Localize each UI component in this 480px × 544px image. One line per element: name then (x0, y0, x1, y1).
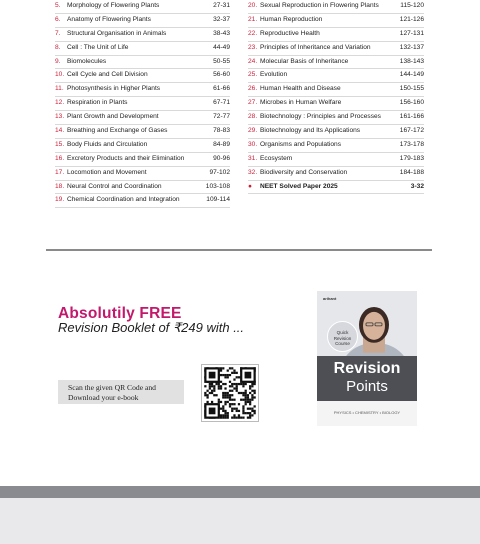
cover-title-revision: Revision (333, 360, 401, 377)
toc-entry (248, 97, 424, 111)
chapter-title: Anatomy of Flowering Plants (67, 15, 151, 23)
page-range: 167-172 (399, 127, 424, 135)
chapter-number: 30. (248, 140, 258, 148)
badge-line-1: Quick (336, 330, 349, 335)
chapter-title: NEET Solved Paper 2025 (260, 182, 338, 190)
page-range: 121-126 (399, 15, 424, 23)
chapter-number: 20. (248, 2, 258, 9)
chapter-number: 22. (248, 29, 258, 37)
chapter-number: 6. (55, 15, 61, 23)
page-range: 72-77 (213, 113, 230, 121)
toc-left-column (55, 0, 230, 208)
page-range: 32-37 (213, 15, 230, 23)
chapter-title: Excretory Products and their Elimination (67, 154, 185, 162)
badge-line-3: Course (335, 341, 350, 346)
chapter-title: Locomotion and Movement (67, 168, 147, 176)
page-range: 132-137 (399, 43, 424, 51)
toc-entry (248, 69, 424, 83)
toc-entry (55, 56, 230, 70)
toc-entry (55, 153, 230, 167)
toc-entry (55, 125, 230, 139)
cover-subjects: PHYSICS • CHEMISTRY • BIOLOGY (333, 410, 401, 415)
chapter-title: Evolution (260, 71, 288, 79)
chapter-title: Biotechnology and Its Applications (260, 127, 361, 135)
page-range: 144-149 (399, 71, 424, 79)
chapter-title: Biomolecules (67, 57, 107, 65)
toc-entry (248, 14, 424, 28)
page-range: 84-89 (213, 140, 230, 148)
chapter-title: Breathing and Exchange of Gases (67, 127, 168, 135)
toc-entry (55, 139, 230, 153)
chapter-number: 14. (55, 127, 65, 135)
chapter-number: 7. (55, 29, 61, 37)
page-range: 3-32 (410, 182, 424, 190)
page-range: 38-43 (213, 29, 230, 37)
revision-booklet-cover (317, 291, 417, 426)
toc-entry (55, 194, 230, 208)
chapter-number: 29. (248, 127, 258, 135)
toc-entry (248, 111, 424, 125)
chapter-number: 5. (55, 2, 61, 9)
chapter-title: Sexual Reproduction in Flowering Plants (260, 2, 379, 9)
page-range: 67-71 (213, 99, 230, 107)
toc-entry (55, 83, 230, 97)
chapter-number: 24. (248, 57, 258, 65)
qr-code[interactable] (201, 364, 259, 422)
chapter-title: Body Fluids and Circulation (67, 140, 148, 148)
chapter-title: Photosynthesis in Higher Plants (67, 85, 161, 93)
page-range: 109-114 (206, 196, 230, 204)
chapter-title: Organisms and Populations (260, 140, 342, 148)
page-range: 56-60 (213, 71, 230, 79)
cover-title-band (317, 356, 417, 401)
chapter-title: Human Health and Disease (260, 85, 341, 93)
chapter-number: 28. (248, 113, 258, 121)
qr-text-line-1: Scan the given QR Code and (68, 383, 156, 392)
toc-entry (55, 111, 230, 125)
chapter-title: Morphology of Flowering Plants (67, 2, 160, 9)
page-range: 103-108 (205, 182, 230, 190)
quick-revision-badge (327, 321, 358, 352)
chapter-number: 19. (55, 196, 65, 204)
chapter-title: Ecosystem (260, 154, 293, 162)
page-range: 161-166 (399, 113, 424, 121)
page-range: 179-183 (399, 154, 424, 162)
toc-entry (248, 28, 424, 42)
qr-instructions (58, 380, 184, 404)
badge-line-2: Revision (333, 335, 352, 341)
chapter-title: Neural Control and Coordination (67, 182, 162, 190)
page-range: 61-66 (213, 85, 230, 93)
chapter-number: 18. (55, 182, 65, 190)
chapter-number: 13. (55, 113, 65, 121)
toc-entry (55, 42, 230, 56)
chapter-number: 12. (55, 99, 65, 107)
chapter-number: 25. (248, 71, 258, 79)
promo-subtitle: Revision Booklet of ₹249 with ... (58, 320, 245, 335)
qr-text-line-2: Download your e-book (68, 393, 139, 402)
chapter-number: 21. (248, 15, 258, 23)
toc-right-column (248, 0, 424, 194)
chapter-number: 23. (248, 43, 258, 51)
chapter-number: 32. (248, 168, 258, 176)
chapter-number: 10. (55, 71, 65, 79)
section-divider (46, 249, 432, 251)
toc-entry (55, 97, 230, 111)
chapter-title: Human Reproduction (260, 15, 323, 23)
toc-entry (248, 56, 424, 70)
publisher-logo: arihant (323, 296, 337, 301)
chapter-number: 31. (248, 154, 258, 162)
page-range: 90-96 (213, 154, 230, 162)
chapter-title: Respiration in Plants (67, 99, 128, 107)
chapter-title: Cell Cycle and Cell Division (67, 71, 148, 79)
chapter-number: 16. (55, 154, 65, 162)
page-range: 150-155 (399, 85, 424, 93)
chapter-number: 17. (55, 168, 65, 176)
toc-entry (55, 69, 230, 83)
chapter-title: Structural Organisation in Animals (67, 29, 167, 37)
page-range: 156-160 (399, 99, 424, 107)
footer-band (0, 486, 480, 498)
toc-entry (55, 14, 230, 28)
chapter-title: Cell : The Unit of Life (67, 43, 129, 51)
chapter-number: 26. (248, 85, 258, 93)
toc-entry (55, 0, 230, 14)
page-footer (0, 498, 480, 544)
chapter-number: 8. (55, 43, 61, 51)
page-range: 115-120 (400, 2, 424, 9)
chapter-number: 27. (248, 99, 258, 107)
chapter-title: Biotechnology : Principles and Processes (260, 113, 381, 121)
page-range: 184-188 (399, 168, 424, 176)
toc-entry (55, 181, 230, 195)
toc-entry (55, 167, 230, 181)
page-range: 173-178 (399, 140, 424, 148)
page-range: 78-83 (213, 127, 230, 135)
toc-entry (248, 42, 424, 56)
toc-entry (248, 167, 424, 181)
page-range: 97-102 (209, 168, 230, 176)
toc-entry (248, 83, 424, 97)
chapter-number: 9. (55, 57, 61, 65)
toc-entry (248, 139, 424, 153)
chapter-title: Principles of Inheritance and Variation (260, 43, 371, 51)
toc-entry (248, 125, 424, 139)
chapter-title: Microbes in Human Welfare (260, 99, 342, 107)
toc-entry (248, 153, 424, 167)
toc-entry (55, 28, 230, 42)
chapter-title: Plant Growth and Development (67, 113, 159, 121)
chapter-title: Molecular Basis of Inheritance (260, 57, 349, 65)
chapter-title: Chemical Coordination and Integration (67, 196, 180, 204)
cover-title-points: Points (346, 378, 388, 395)
chapter-title: Biodiversity and Conservation (260, 168, 348, 176)
promo-title: Absolutily FREE (58, 305, 182, 322)
toc-entry (248, 181, 424, 195)
page-range: 138-143 (399, 57, 424, 65)
page-range: 127-131 (399, 29, 424, 37)
chapter-number: 15. (55, 140, 65, 148)
chapter-number: 11. (55, 85, 64, 93)
qr-code-icon (202, 365, 258, 421)
toc-entry (248, 0, 424, 14)
page-range: 44-49 (213, 43, 230, 51)
chapter-number: ● (248, 182, 252, 190)
page-range: 27-31 (213, 2, 230, 9)
page-range: 50-55 (213, 57, 230, 65)
chapter-title: Reproductive Health (260, 29, 320, 37)
